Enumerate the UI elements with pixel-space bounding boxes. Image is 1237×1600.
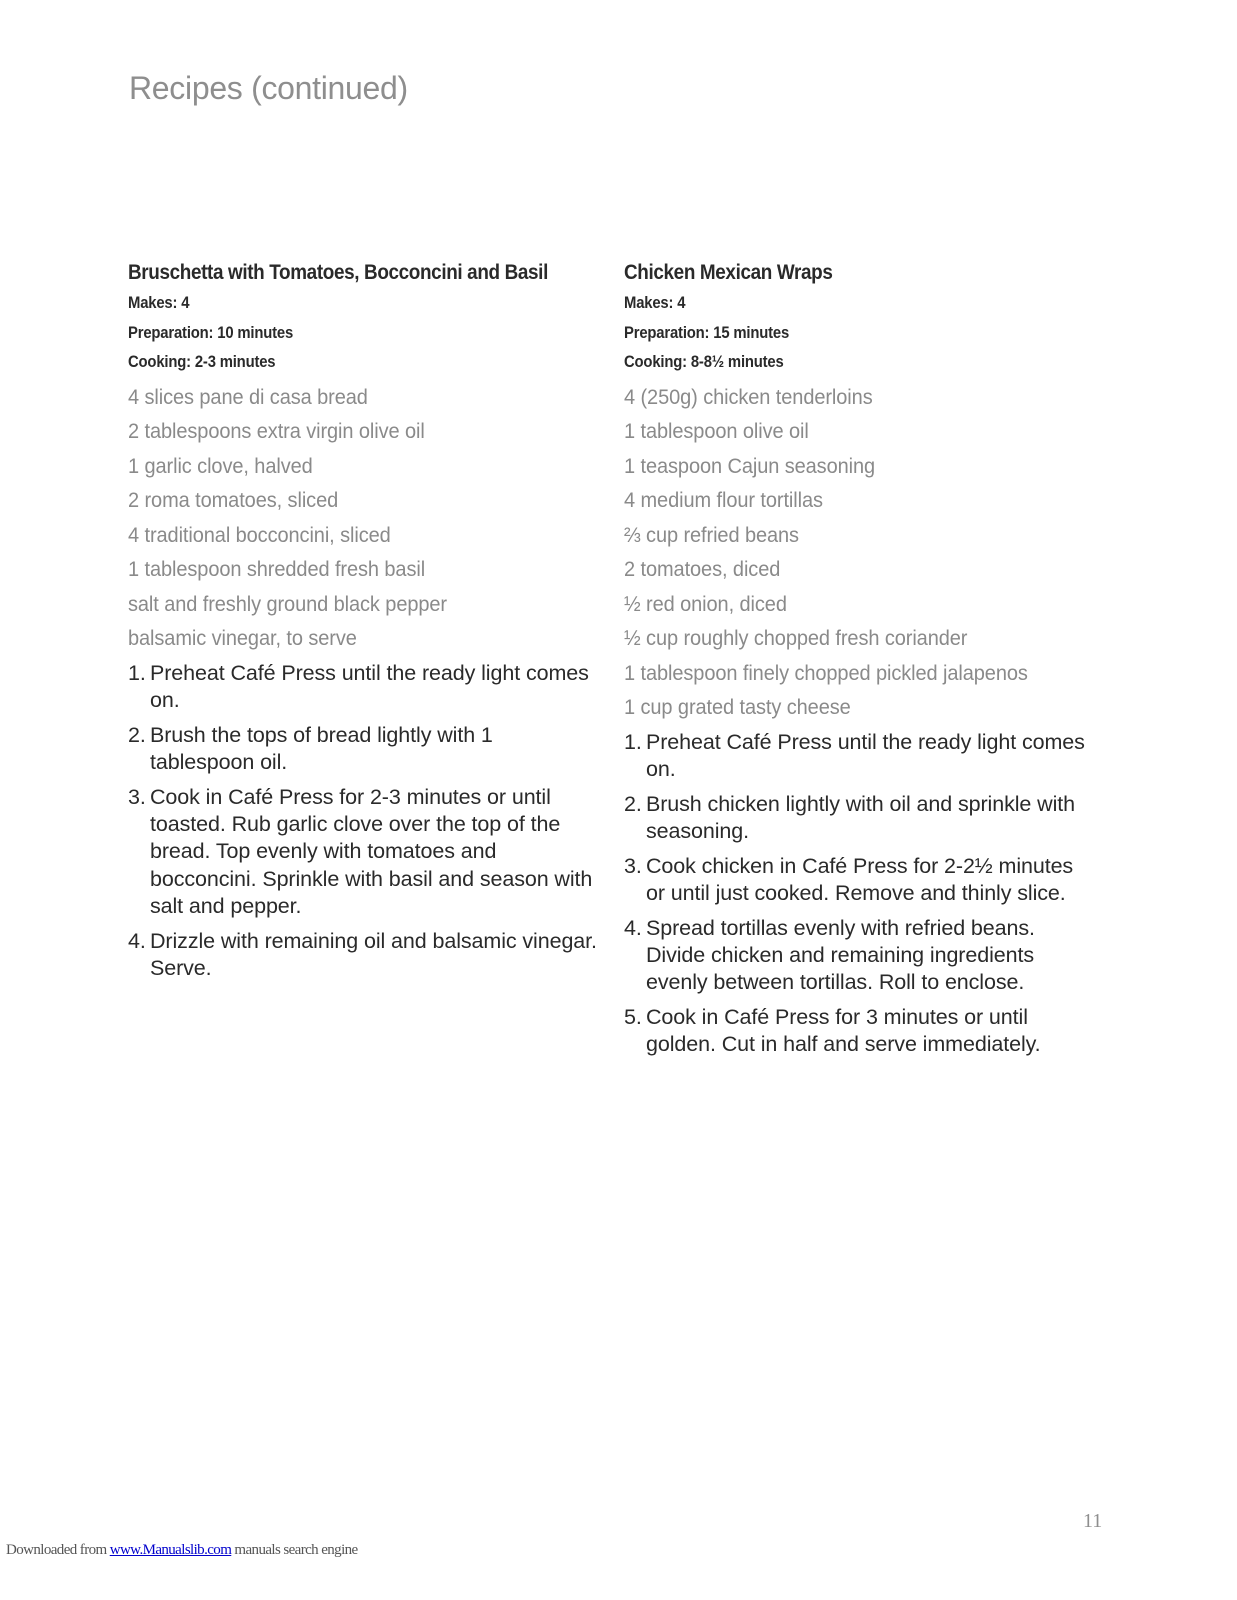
ingredient-item: 4 traditional bocconcini, sliced xyxy=(128,522,391,547)
step-text: Preheat Café Press until the ready light comes on. xyxy=(150,660,589,712)
method-step xyxy=(128,784,598,920)
step-number: 2. xyxy=(128,722,146,747)
ingredient-item: salt and freshly ground black pepper xyxy=(128,591,448,616)
method-step xyxy=(624,915,1094,997)
page-title: Recipes (continued) xyxy=(129,70,408,106)
ingredient-item: ⅔ cup refried beans xyxy=(624,522,799,547)
ingredient-item: ½ cup roughly chopped fresh coriander xyxy=(624,626,968,650)
recipe-makes: Makes: 4 xyxy=(128,294,190,312)
step-text: Drizzle with remaining oil and balsamic vinegar. Serve. xyxy=(150,928,597,980)
footer-prefix: Downloaded from xyxy=(6,1542,110,1558)
method-step xyxy=(624,729,1094,784)
ingredient-item: balsamic vinegar, to serve xyxy=(128,626,357,650)
step-text: Preheat Café Press until the ready light comes on. xyxy=(646,729,1085,781)
recipe-cooking: Cooking: 2-3 minutes xyxy=(128,353,276,371)
ingredient-list xyxy=(624,384,1094,722)
page-number: 11 xyxy=(1083,1510,1103,1532)
step-text: Brush the tops of bread lightly with 1 tablespoon oil. xyxy=(150,722,493,774)
ingredient-item: 1 cup grated tasty cheese xyxy=(624,695,851,719)
ingredient-item: 4 (250g) chicken tenderloins xyxy=(624,384,873,409)
ingredient-item: 4 medium flour tortillas xyxy=(624,488,823,512)
method-steps xyxy=(128,660,598,983)
recipe-title: Chicken Mexican Wraps xyxy=(624,261,833,284)
recipe-preparation: Preparation: 10 minutes xyxy=(128,323,294,342)
step-number: 2. xyxy=(624,791,642,816)
ingredient-item: 4 slices pane di casa bread xyxy=(128,384,368,409)
method-step xyxy=(624,1004,1094,1059)
ingredient-item: 1 tablespoon olive oil xyxy=(624,419,809,443)
step-number: 4. xyxy=(624,915,642,940)
recipe-makes: Makes: 4 xyxy=(624,294,686,312)
method-step xyxy=(624,791,1094,846)
ingredient-item: 2 tomatoes, diced xyxy=(624,557,781,581)
download-footer xyxy=(6,1542,358,1559)
footer-suffix: manuals search engine xyxy=(231,1542,358,1558)
ingredient-item: 1 tablespoon finely chopped pickled jalapenos xyxy=(624,660,1028,685)
ingredient-item: 1 teaspoon Cajun seasoning xyxy=(624,453,876,478)
step-number: 1. xyxy=(128,660,146,685)
method-step xyxy=(128,722,598,777)
step-text: Cook in Café Press for 3 minutes or until golden. Cut in half and serve immediately. xyxy=(646,1005,1041,1057)
step-text: Cook in Café Press for 2-3 minutes or until toasted. Rub garlic clove over the top of the bread. Top evenly with tomatoes and bocconcini. Sprinkle with basil and season with salt and pepper. xyxy=(150,784,593,918)
recipe-preparation: Preparation: 15 minutes xyxy=(624,323,790,342)
method-steps xyxy=(624,729,1094,1059)
ingredient-item: 1 tablespoon shredded fresh basil xyxy=(128,557,426,581)
step-text: Cook chicken in Café Press for 2-2½ minutes or until just cooked. Remove and thinly slice. xyxy=(646,853,1074,905)
step-number: 1. xyxy=(624,729,642,754)
ingredient-item: 2 roma tomatoes, sliced xyxy=(128,488,339,512)
step-number: 5. xyxy=(624,1005,642,1030)
step-text: Brush chicken lightly with oil and sprinkle with seasoning. xyxy=(646,791,1075,843)
step-number: 4. xyxy=(128,928,146,953)
ingredient-item: ½ red onion, diced xyxy=(624,591,787,616)
method-step xyxy=(624,853,1094,908)
ingredient-item: 1 garlic clove, halved xyxy=(128,453,313,478)
method-step xyxy=(128,660,598,715)
method-step xyxy=(128,928,598,983)
recipe-bruschetta xyxy=(128,258,598,990)
recipe-cooking: Cooking: 8-8½ minutes xyxy=(624,353,784,371)
recipe-title: Bruschetta with Tomatoes, Bocconcini and Basil xyxy=(128,261,548,284)
ingredient-list xyxy=(128,384,598,653)
step-text: Spread tortillas evenly with refried beans. Divide chicken and remaining ingredients evenly between tortillas. Roll to enclose. xyxy=(646,915,1035,995)
step-number: 3. xyxy=(624,853,642,878)
recipe-chicken-wraps xyxy=(624,258,1094,1066)
step-number: 3. xyxy=(128,784,146,809)
ingredient-item: 2 tablespoons extra virgin olive oil xyxy=(128,419,425,443)
manualslib-link[interactable]: www.Manualslib.com xyxy=(109,1542,232,1558)
